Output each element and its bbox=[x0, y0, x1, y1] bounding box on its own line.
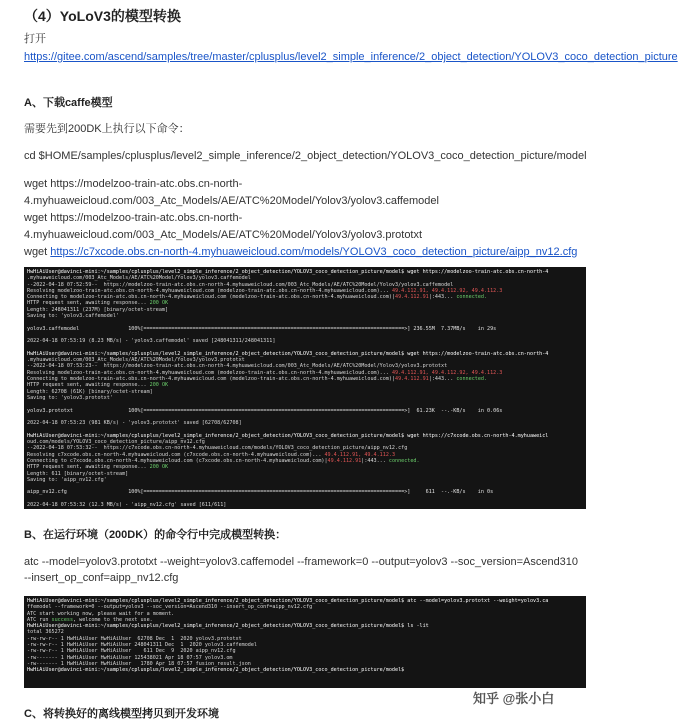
terminal-line: --2022-04-18 07:53:23-- https://modelzoo-train-atc.obs.cn-north-4.myhuaweicloud.com/003_Atc_Models/AE/ATC%20Model/Yolov3/yolov3.prototxt bbox=[27, 363, 448, 370]
open-label: 打开 bbox=[24, 33, 46, 45]
terminal-line: HwHiAiUser@davinci-mini:~/samples/cplusplus/level2_simple_inference/2_object_detection/YOLOV3_coco_detection_picture/model$ wget https://modelzoo-train-atc.obs.cn-north-4 bbox=[27, 350, 549, 357]
terminal-line: oud.com/models/YOLOV3_coco_detection_picture/aipp_nv12.cfg bbox=[27, 439, 205, 446]
need-text: 需要先到200DK上执行以下命令： bbox=[24, 123, 190, 135]
wget1-line-a: wget https://modelzoo-train-atc.obs.cn-north- bbox=[24, 178, 243, 190]
terminal-line: Connecting to modelzoo-train-atc.obs.cn-north-4.myhuaweicloud.com (modelzoo-train-atc.obs.cn-north-4.myhuaweicloud.com)|49.4.112.91|:443... connected. bbox=[27, 376, 488, 383]
terminal-line: HwHiAiUser@davinci-mini:~/samples/cplusplus/level2_simple_inference/2_object_detection/YOLOV3_coco_detection_picture/model$ wget https://c7xcode.obs.cn-north-4.myhuaweicl bbox=[27, 432, 549, 439]
terminal-line: HwHiAiUser@davinci-mini:~/samples/cplusplus/level2_simple_inference/2_object_detection/YOLOV3_coco_detection_picture/model$ bbox=[27, 667, 408, 674]
terminal-line: Saving to: 'aipp_nv12.cfg' bbox=[27, 476, 107, 483]
terminal-line: HwHiAiUser@davinci-mini:~/samples/cplusplus/level2_simple_inference/2_object_detection/YOLOV3_coco_detection_picture/model$ atc --model=yolov3.prototxt --weight=yolov3.ca bbox=[27, 598, 549, 604]
wget2-line-b: 4.myhuaweicloud.com/003_Atc_Models/AE/ATC%20Model/Yolov3/yolov3.prototxt bbox=[24, 229, 423, 241]
terminal-line: -rw-rw-r-- 1 HwHiAiUser HwHiAiUser 611 Dec 9 2020 aipp_nv12.cfg bbox=[27, 648, 236, 655]
section-a-title: A、下载caffe模型 bbox=[24, 97, 113, 109]
terminal-line: Resolving c7xcode.obs.cn-north-4.myhuaweicloud.com (c7xcode.obs.cn-north-4.myhuaweicloud.com)... 49.4.112.91, 49.4.112.3 bbox=[27, 451, 396, 458]
terminal-line: -rw-rw-r-- 1 HwHiAiUser HwHiAiUser 248041311 Dec 1 2020 yolov3.caffemodel bbox=[27, 642, 258, 649]
terminal-line: --2022-04-18 07:53:32-- https://c7xcode.obs.cn-north-4.myhuaweicloud.com/models/YOLOV3_coco_detection_picture/aipp_nv12.cfg bbox=[27, 445, 408, 452]
terminal-line: Saving to: 'yolov3.caffemodel' bbox=[27, 313, 120, 320]
terminal-line: total 365272 bbox=[27, 629, 64, 636]
cd-command: cd $HOME/samples/cplusplus/level2_simple_inference/2_object_detection/YOLOV3_coco_detection_picture/model bbox=[24, 150, 587, 162]
zhihu-watermark: 知乎 @张小白 bbox=[473, 691, 555, 706]
terminal-line: Length: 611 [binary/octet-stream] bbox=[27, 470, 129, 477]
terminal-line: Length: 62708 (61K) [binary/octet-stream] bbox=[27, 388, 153, 395]
terminal-line: .myhuaweicloud.com/003_Atc_Models/AE/ATC%20Model/Yolov3/yolov3.prototxt bbox=[27, 357, 245, 364]
terminal-line: 2022-04-18 07:53:19 (8.23 MB/s) - 'yolov3.caffemodel' saved [248041311/248041311] bbox=[27, 338, 276, 345]
terminal-line: 2022-04-18 07:53:23 (981 KB/s) - 'yolov3.prototxt' saved [62708/62708] bbox=[27, 420, 242, 427]
terminal-line: -rw-rw-r-- 1 HwHiAiUser HwHiAiUser 62708 Dec 1 2020 yolov3.prototxt bbox=[27, 635, 242, 642]
section-heading: （4）YoLoV3的模型转换 bbox=[24, 8, 181, 24]
terminal-line: Length: 248041311 (237M) [binary/octet-stream] bbox=[27, 306, 169, 313]
terminal-line: 2022-04-18 07:53:32 (12.3 MB/s) - 'aipp_nv12.cfg' saved [611/611] bbox=[27, 501, 227, 508]
terminal-line: .myhuaweicloud.com/003_Atc_Models/AE/ATC%20Model/Yolov3/yolov3.caffemodel bbox=[27, 275, 251, 282]
wget3-line bbox=[24, 244, 577, 260]
terminal-line: Saving to: 'yolov3.prototxt' bbox=[27, 394, 113, 401]
wget3-prefix: wget bbox=[24, 246, 51, 258]
terminal-atc bbox=[24, 596, 586, 688]
terminal-line: HwHiAiUser@davinci-mini:~/samples/cplusplus/level2_simple_inference/2_object_detection/YOLOV3_coco_detection_picture/model$ ls -lit bbox=[27, 623, 429, 630]
terminal-line: ATC start working now, please wait for a moment. bbox=[27, 610, 175, 617]
terminal-line: ATC run success, welcome to the next use. bbox=[27, 616, 153, 623]
terminal-line: --2022-04-18 07:52:59-- https://modelzoo-train-atc.obs.cn-north-4.myhuaweicloud.com/003_Atc_Models/AE/ATC%20Model/Yolov3/yolov3.caffemodel bbox=[27, 281, 454, 288]
terminal-line: Connecting to modelzoo-train-atc.obs.cn-north-4.myhuaweicloud.com (modelzoo-train-atc.obs.cn-north-4.myhuaweicloud.com)|49.4.112.91|:443... connected. bbox=[27, 294, 488, 301]
terminal-line: yolov3.prototxt 100%[=====================================================================================>] 61.23K --.-KB/s in 0.06s bbox=[27, 407, 503, 414]
terminal-line: Resolving modelzoo-train-atc.obs.cn-north-4.myhuaweicloud.com (modelzoo-train-atc.obs.cn-north-4.myhuaweicloud.com)... 49.4.112.91, 49.4.112.92, 49.4.112.3 bbox=[27, 287, 503, 294]
terminal-line: Resolving modelzoo-train-atc.obs.cn-north-4.myhuaweicloud.com (modelzoo-train-atc.obs.cn-north-4.myhuaweicloud.com)... 49.4.112.91, 49.4.112.92, 49.4.112.3 bbox=[27, 369, 503, 376]
terminal-line: HTTP request sent, awaiting response... 200 OK bbox=[27, 382, 169, 389]
terminal-line: HTTP request sent, awaiting response... 200 OK bbox=[27, 300, 169, 307]
terminal-line: HwHiAiUser@davinci-mini:~/samples/cplusplus/level2_simple_inference/2_object_detection/YOLOV3_coco_detection_picture/model$ wget https://modelzoo-train-atc.obs.cn-north-4 bbox=[27, 269, 549, 275]
terminal-download bbox=[24, 267, 586, 509]
gitee-link[interactable]: https://gitee.com/ascend/samples/tree/master/cplusplus/level2_simple_inference/2_object_detection/YOLOV3_coco_detection_picture bbox=[24, 51, 678, 63]
wget1-line-b: 4.myhuaweicloud.com/003_Atc_Models/AE/ATC%20Model/Yolov3/yolov3.caffemodel bbox=[24, 195, 439, 207]
terminal-line: HTTP request sent, awaiting response... 200 OK bbox=[27, 464, 169, 471]
terminal-line: -rw------- 1 HwHiAiUser HwHiAiUser 1780 Apr 18 07:57 fusion_result.json bbox=[27, 660, 251, 667]
terminal-line: -rw------- 1 HwHiAiUser HwHiAiUser 125438021 Apr 18 07:57 yolov3.om bbox=[27, 654, 233, 661]
wget2-line-a: wget https://modelzoo-train-atc.obs.cn-north- bbox=[24, 212, 243, 224]
terminal-line: yolov3.caffemodel 100%[=====================================================================================>] 236.55M 7.37MB/s in 29s bbox=[27, 325, 497, 332]
section-c-title: C、将转换好的离线模型拷贝到开发环境 bbox=[24, 708, 219, 720]
terminal-line: Connecting to c7xcode.obs.cn-north-4.myhuaweicloud.com (c7xcode.obs.cn-north-4.myhuaweicloud.com)|49.4.112.91|:443... connected. bbox=[27, 457, 420, 464]
section-b-title: B、在运行环境（200DK）的命令行中完成模型转换： bbox=[24, 529, 287, 541]
terminal-line: aipp_nv12.cfg 100%[=====================================================================================>] 611 --.-KB/s in 0s bbox=[27, 489, 494, 496]
gitee-link-block bbox=[24, 49, 678, 65]
terminal-line: ffemodel --framework=0 --output=yolov3 --soc_version=Ascend310 --insert_op_conf=aipp_nv12.cfg bbox=[27, 604, 313, 611]
atc-command: atc --model=yolov3.prototxt --weight=yolov3.caffemodel --framework=0 --output=yolov3 --soc_version=Ascend310 --insert_op_conf=aipp_nv12.cfg bbox=[24, 556, 579, 584]
aipp-cfg-link[interactable]: https://c7xcode.obs.cn-north-4.myhuaweicloud.com/models/YOLOV3_coco_detection_picture/aipp_nv12.cfg bbox=[50, 246, 578, 258]
